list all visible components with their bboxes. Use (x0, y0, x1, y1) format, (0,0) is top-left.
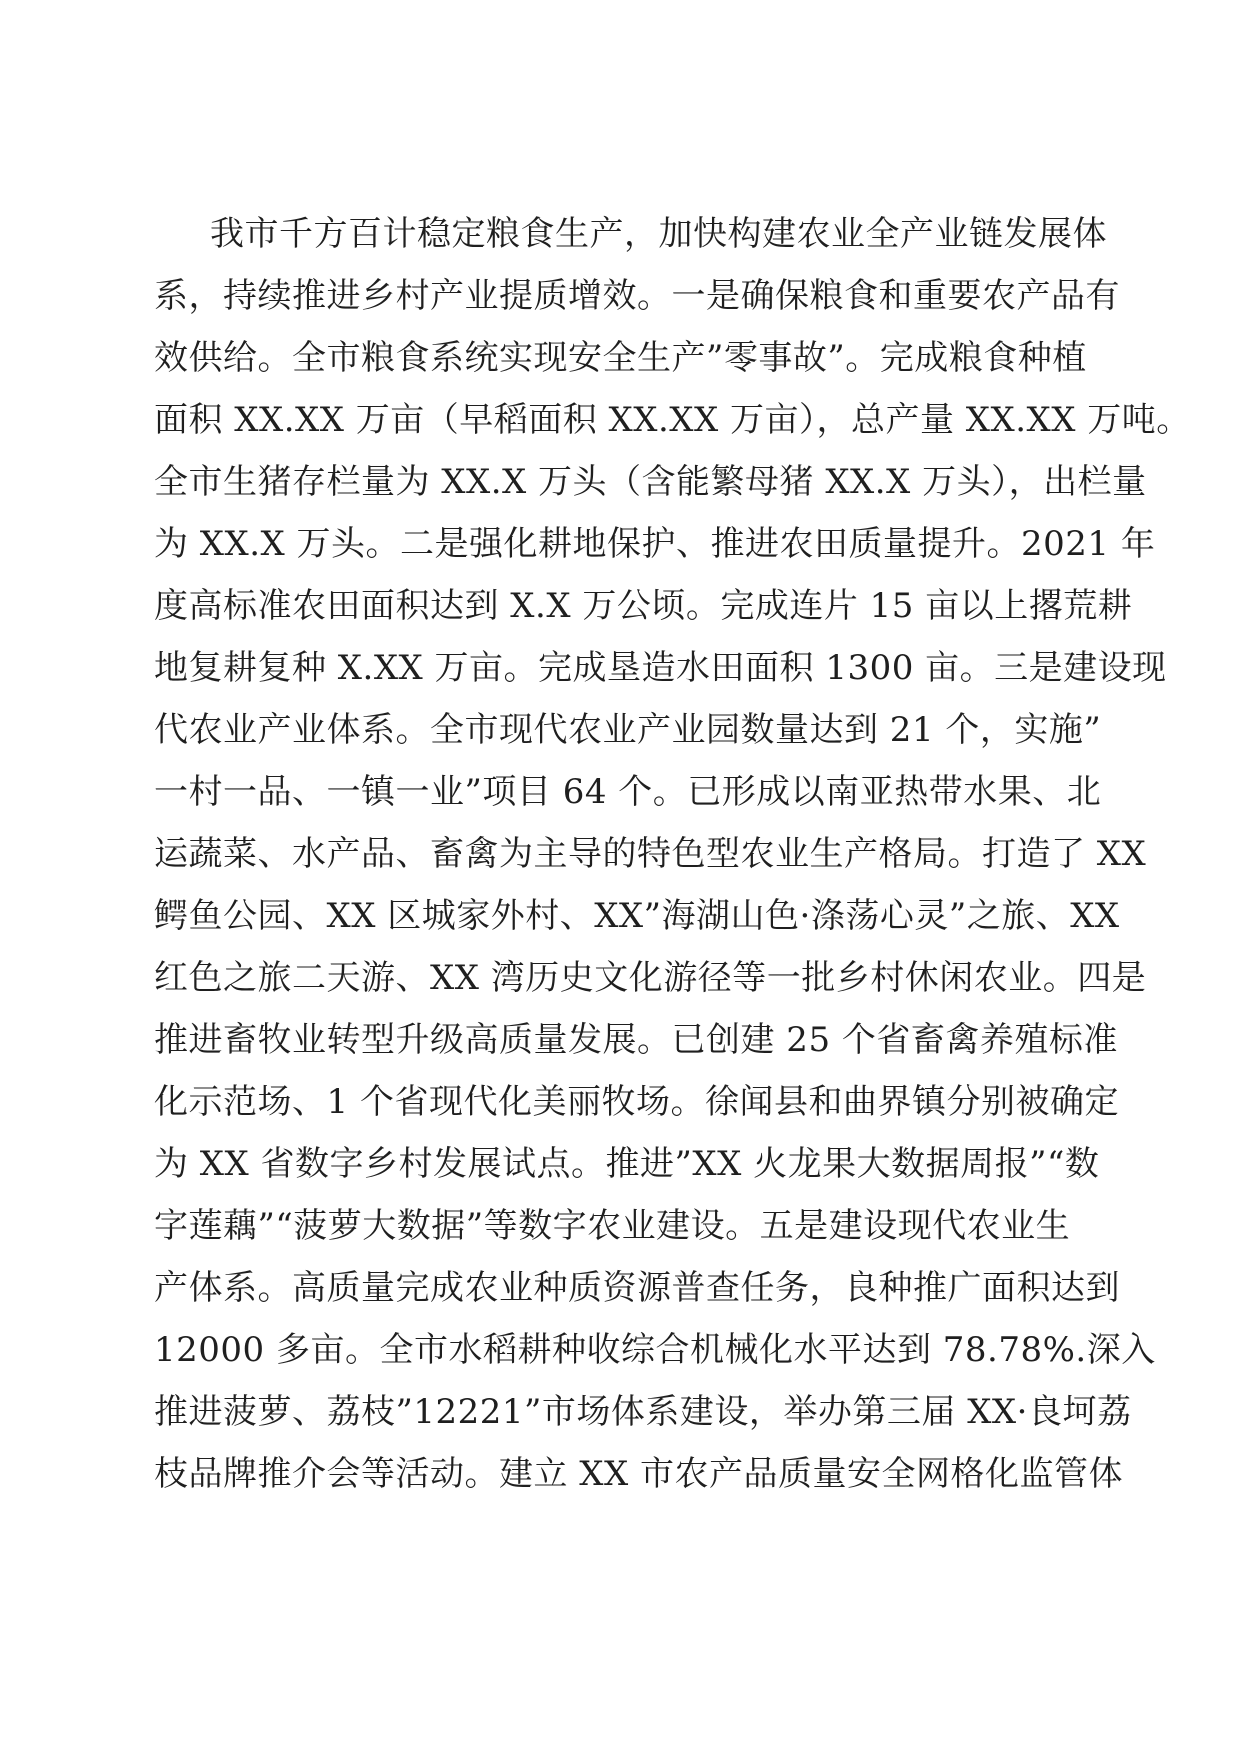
text-line: 为 XX.X 万头。二是强化耕地保护、推进农田质量提升。2021 年 (154, 524, 1156, 564)
text-line: 代农业产业体系。全市现代农业产业园数量达到 21 个，实施” (154, 710, 1102, 750)
text-line: 我市千方百计稳定粮食生产，加快构建农业全产业链发展体 (210, 214, 1107, 254)
text-line: 全市生猪存栏量为 XX.X 万头（含能繁母猪 XX.X 万头），出栏量 (154, 462, 1147, 502)
text-line: 枝品牌推介会等活动。建立 XX 市农产品质量安全网格化监管体 (154, 1454, 1124, 1494)
text-line: 效供给。全市粮食系统实现安全生产”零事故”。完成粮食种植 (154, 338, 1087, 378)
body-paragraph (154, 203, 1191, 1505)
text-line: 推进畜牧业转型升级高质量发展。已创建 25 个省畜禽养殖标准 (154, 1020, 1118, 1060)
text-line: 产体系。高质量完成农业种质资源普查任务，良种推广面积达到 (154, 1268, 1120, 1308)
text-line: 地复耕复种 X.XX 万亩。完成垦造水田面积 1300 亩。三是建设现 (154, 648, 1167, 688)
text-line: 12000 多亩。全市水稻耕种收综合机械化水平达到 78.78%.深入 (154, 1330, 1156, 1370)
text-line: 运蔬菜、水产品、畜禽为主导的特色型农业生产格局。打造了 XX (154, 834, 1147, 874)
text-line: 红色之旅二天游、XX 湾历史文化游径等一批乡村休闲农业。四是 (154, 958, 1147, 998)
text-line: 度高标准农田面积达到 X.X 万公顷。完成连片 15 亩以上撂荒耕 (154, 586, 1133, 626)
text-line: 系，持续推进乡村产业提质增效。一是确保粮食和重要农产品有 (154, 276, 1120, 316)
text-line: 推进菠萝、荔枝”12221”市场体系建设，举办第三届 XX·良坷荔 (154, 1392, 1132, 1432)
text-line: 鳄鱼公园、XX 区城家外村、XX”海湖山色·涤荡心灵”之旅、XX (154, 896, 1120, 936)
text-line: 字莲藕”“菠萝大数据”等数字农业建设。五是建设现代农业生 (154, 1206, 1071, 1246)
text-line: 面积 XX.XX 万亩（早稻面积 XX.XX 万亩），总产量 XX.XX 万吨。 (154, 400, 1191, 440)
text-line: 一村一品、一镇一业”项目 64 个。已形成以南亚热带水果、北 (154, 772, 1102, 812)
text-line: 化示范场、1 个省现代化美丽牧场。徐闻县和曲界镇分别被确定 (154, 1082, 1119, 1122)
text-line: 为 XX 省数字乡村发展试点。推进”XX 火龙果大数据周报”“数 (154, 1144, 1100, 1184)
